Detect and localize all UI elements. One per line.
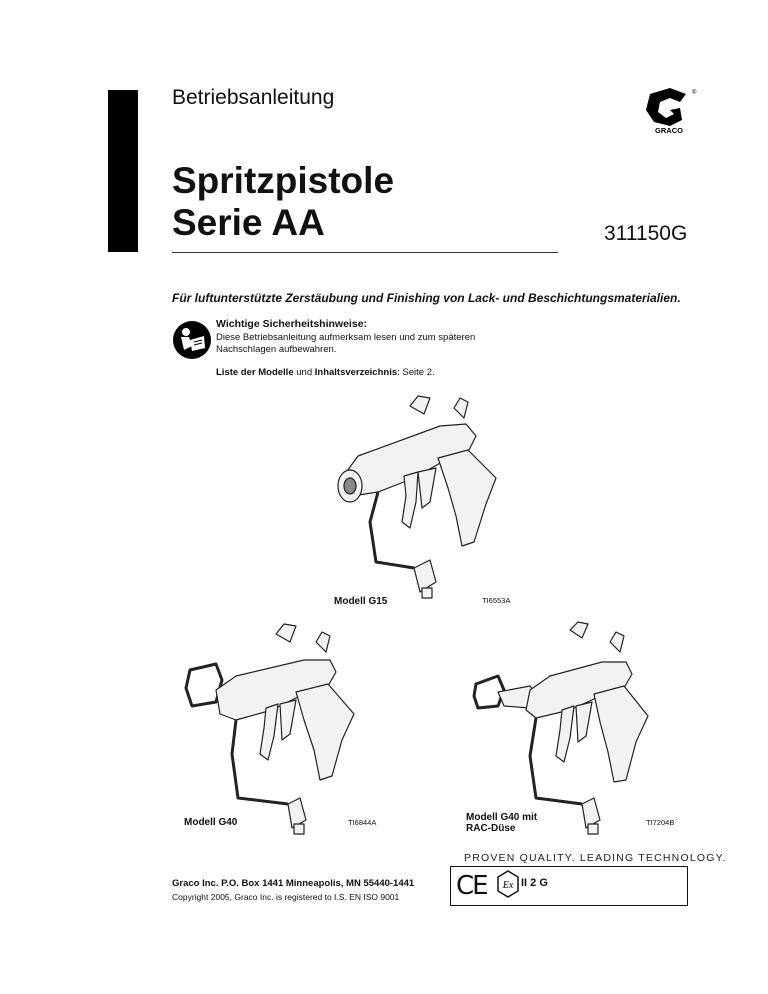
side-bar (108, 90, 138, 252)
title-line-2: Serie AA (172, 202, 325, 243)
safety-heading: Wichtige Sicherheitshinweise: (216, 318, 368, 330)
subtitle: Für luftunterstützte Zerstäubung und Finishing von Lack- und Beschichtungsmaterialien. (172, 291, 681, 305)
and-word: und (293, 367, 315, 378)
title-rule (172, 252, 558, 253)
tagline: PROVEN QUALITY. LEADING TECHNOLOGY. (464, 852, 727, 864)
page-title (172, 160, 394, 244)
document-type: Betriebsanleitung (172, 86, 335, 109)
registered-mark: ® (692, 90, 697, 96)
figure-caption-g40-rac (466, 812, 537, 834)
models-label: Liste der Modelle (216, 367, 294, 378)
figure-caption-g40-rac-line-2: RAC-Düse (466, 823, 516, 834)
read-manual-icon (172, 320, 212, 360)
figure-code-g15: TI6553A (482, 596, 511, 605)
figure-caption-g15: Modell G15 (334, 596, 388, 607)
ce-mark: CE (456, 871, 487, 901)
title-line-1: Spritzpistole (172, 160, 395, 201)
spray-gun-g15-illustration (318, 392, 528, 602)
safety-text: Diese Betriebsanleitung aufmerksam lesen und zum späteren Nachschlagen aufbewahren. (216, 332, 476, 355)
ex-mark-text: Ex (502, 880, 514, 891)
figure-caption-g40-rac-line-1: Modell G40 mit (466, 812, 538, 823)
spray-gun-g40-illustration (176, 620, 376, 840)
copyright: Copyright 2005, Graco Inc. is registered to I.S. EN ISO 9001 (172, 892, 400, 902)
document-number: 311150G (604, 222, 688, 245)
atex-class: II 2 G (521, 877, 548, 889)
page-ref: : Seite 2. (397, 367, 435, 378)
figure-code-g40-rac: TI7204B (646, 818, 675, 827)
figure-caption-g40: Modell G40 (184, 817, 238, 828)
company-address: Graco Inc. P.O. Box 1441 Minneapolis, MN 55440-1441 (172, 878, 415, 889)
brand-name: GRACO (655, 126, 683, 134)
toc-label: Inhaltsverzeichnis (314, 367, 398, 378)
models-reference (216, 367, 435, 378)
spray-gun-g40-rac-illustration (470, 620, 670, 840)
figure-code-g40: TI6844A (348, 818, 377, 827)
graco-logo-icon (640, 86, 698, 134)
ex-hexagon-icon (497, 870, 519, 898)
